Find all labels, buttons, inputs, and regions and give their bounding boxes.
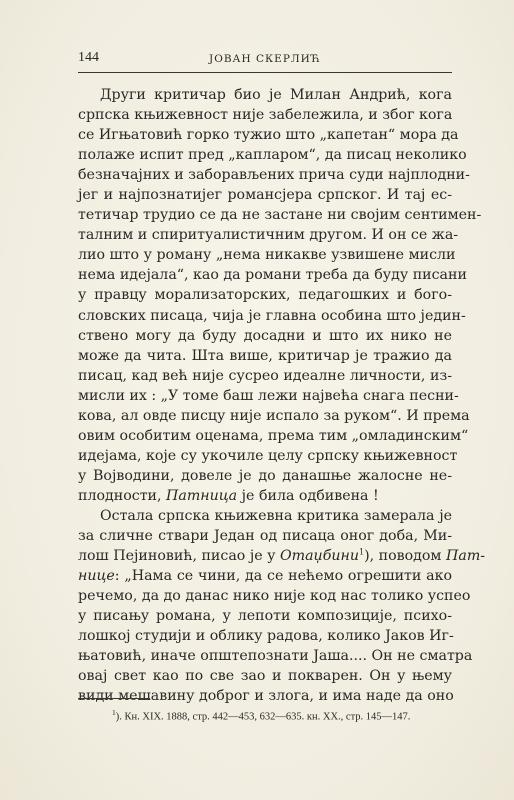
book-title-italic: нице — [78, 568, 115, 585]
text-span: плодности, — [78, 487, 167, 504]
text-line: нема идејала“, као да романи треба да буду писани — [78, 267, 467, 284]
text-line: овај свет као по све зао и покварен. Он у њему — [78, 668, 452, 685]
page-number: 144 — [78, 50, 99, 65]
footnote-rule — [78, 698, 150, 699]
text-span: ), поводом — [364, 548, 446, 565]
text-line: српска књижевност није забележила, и због кога — [78, 107, 453, 124]
footnote — [112, 708, 452, 723]
text-line: може да чита. Шта више, критичар је тражио да — [78, 347, 452, 364]
text-line: њатовић, иначе општепознати Јаша.... Он не сматра — [78, 648, 473, 665]
footnote-marker: 1 — [112, 708, 116, 717]
text-line: у правцу морализаторских, педагошких и бого- — [78, 287, 452, 304]
footnote-text: ). Кн. XIX. 1888, стр. 442—453, 632—635. кн. XX., стр. 145—147. — [115, 711, 411, 723]
text-line: Други критичар био је Милан Андрић, кога — [100, 87, 452, 103]
text-line: речемо, да до данас нико није код нас толико успео — [78, 588, 471, 605]
text-span: лош Пејиновић, писао је у — [78, 548, 281, 565]
text-line: јег и најпознатијег романсјера српског. И тај ес- — [78, 187, 452, 204]
text-line — [78, 546, 486, 566]
text-line: писац, кад већ није сусрео идеалне личности, из- — [78, 367, 452, 384]
text-line: за сличне ствари Један од писаца оног доба, Ми- — [78, 528, 452, 545]
text-line — [78, 566, 452, 586]
book-title-italic: Пат- — [445, 548, 486, 565]
text-line: мисли их : „У томе баш лежи највећа снага песни- — [78, 387, 459, 404]
text-span: : „Нама се чини, да се нећемо огрешити ако — [114, 568, 452, 585]
text-span: је била одбивена ! — [237, 487, 379, 504]
text-line — [78, 486, 452, 506]
text-line: у Војводини, довеле је до данашње жалосне не- — [78, 467, 452, 484]
text-line: безначајних и заборављених прича суди најплодни- — [78, 167, 470, 184]
text-line: словских писаца, чија је главна особина што једин- — [78, 307, 466, 324]
text-line: ствено могу да буду досадни и што их нико не — [78, 327, 452, 344]
text-line: лошкој студији и облику радова, колико Јаков Иг- — [78, 628, 454, 645]
text-line: тетичар трудио се да не застане ни својим сентимен- — [78, 207, 482, 224]
text-line: Остала српска књижевна критика замерала је — [100, 507, 452, 524]
body-text — [78, 85, 486, 706]
text-line: полаже испит пред „каплaром“, да писац неколико — [78, 147, 467, 164]
text-line: талним и спиритуалистичним другом. И он се жа- — [78, 227, 459, 244]
text-line: у писању романа, у лепоти композиције, психо- — [78, 608, 452, 625]
text-line: лио што у роману „нема никакве узвишене мисли — [78, 247, 456, 264]
text-line: кова, ал овде писцу није испало за руком“. И према — [78, 407, 470, 424]
running-head: ЈОВАН СКЕРЛИЋ — [209, 53, 321, 65]
text-line: овим особитим оценама, према тим „омладинским“ — [78, 427, 469, 444]
header-rule — [78, 72, 452, 73]
footnote-reference: 1 — [358, 547, 365, 557]
text-line: идејама, које су укочиле целу српску књижевност — [78, 447, 458, 464]
book-title-italic: Патница — [166, 487, 238, 504]
journal-title-italic: Отаџбини — [280, 548, 359, 565]
text-line: се Игњатовић горко тужио што „капетан“ мора да — [78, 127, 459, 144]
page-header — [78, 50, 452, 72]
text-line: види мешавину доброг и злога, и има наде да оно — [78, 688, 454, 705]
